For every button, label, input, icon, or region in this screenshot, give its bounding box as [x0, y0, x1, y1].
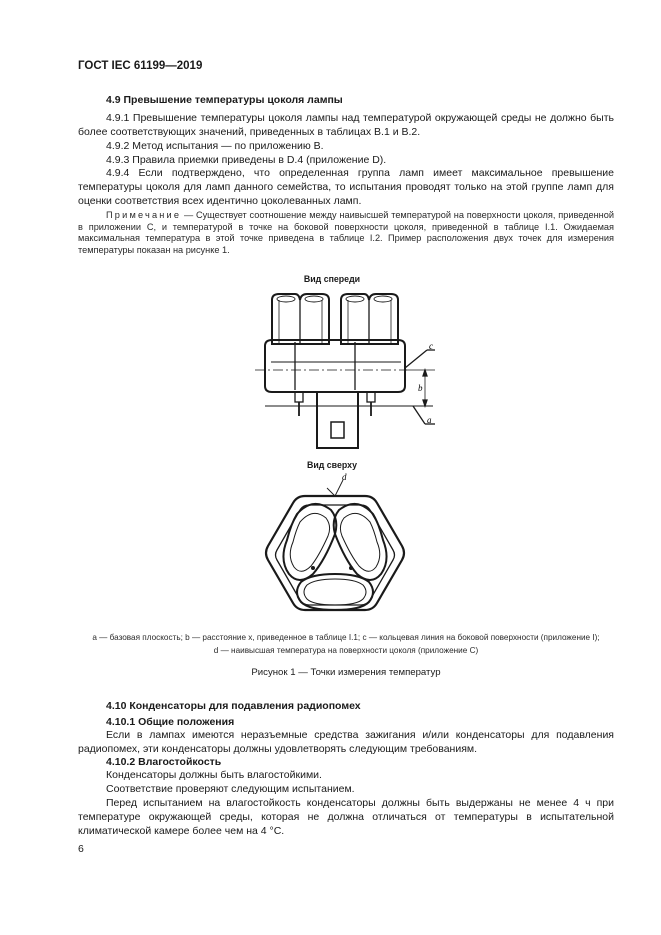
measurement-point-right	[349, 566, 353, 570]
note-text: — Существует соотношение между наивысшей температурой на поверхности цоколя, приведенной в приложении С, и температурой в точке на боковой поверхности цоколя, приведенной в таблице I.1. Ожидаемая максимальная температура в этой точке приведена в таблице I.2. Пример расположения двух точек для измерения температуры показан на рисунке 1.	[78, 210, 614, 255]
paragraph-4-10-2-c: Перед испытанием на влагостойкость конденсаторы должны быть выдержаны не менее 4 ч при температуре окружающей среды, которая не должна отличаться от температуры в испытательной климатической камере более чем на 4 °С.	[78, 797, 614, 837]
figure-legend	[70, 631, 622, 657]
paragraph-4-9-1: 4.9.1 Превышение температуры цоколя лампы над температурой окружающей среды не должно быть более соответствующих значений, приведенных в таблицах В.1 и В.2.	[78, 112, 614, 138]
section-4-9-heading: 4.9 Превышение температуры цоколя лампы	[106, 94, 343, 106]
dim-label-a: a	[427, 415, 432, 425]
paragraph-4-10-2-b: Соответствие проверяют следующим испытанием.	[106, 783, 355, 795]
document-header: ГОСТ IEC 61199—2019	[78, 60, 203, 72]
paragraph-4-9-4: 4.9.4 Если подтверждено, что определенная группа ламп имеет максимальное превышение температуры цоколя для ламп данного семейства, то испытания проводят только на этой группе ламп для оценки соответствия всех идентично цоколеванных ламп.	[78, 167, 614, 207]
figure-legend-line-1: a — базовая плоскость; b — расстояние x, приведенное в таблице I.1; c — кольцевая линия на боковой поверхности (приложение I);	[92, 633, 600, 642]
section-4-10-heading: 4.10 Конденсаторы для подавления радиопомех	[106, 700, 361, 712]
paragraph-4-9-3: 4.9.3 Правила приемки приведены в D.4 (приложение D).	[106, 154, 387, 166]
front-view-label: Вид спереди	[303, 274, 361, 284]
front-view-drawing	[225, 288, 450, 456]
paragraph-4-9-2: 4.9.2 Метод испытания — по приложению В.	[106, 140, 324, 152]
paragraph-4-10-1: Если в лампах имеются неразъемные средства зажигания и/или конденсаторы для подавления радиопомех, эти конденсаторы должны удовлетворять следующим требованиям.	[78, 729, 614, 755]
note-block	[78, 210, 614, 256]
dim-label-d: d	[342, 472, 347, 482]
figure-caption: Рисунок 1 — Точки измерения температур	[251, 667, 441, 678]
paragraph-4-10-2-a: Конденсаторы должны быть влагостойкими.	[106, 769, 322, 781]
dim-label-b: b	[418, 383, 423, 393]
measurement-point-left	[311, 566, 315, 570]
section-4-10-1-heading: 4.10.1 Общие положения	[106, 716, 235, 728]
figure-legend-line-2: d — наивысшая температура на поверхности цоколя (приложение С)	[213, 646, 479, 655]
page-number: 6	[78, 843, 84, 855]
top-view-drawing	[255, 470, 415, 618]
note-label: Примечание	[106, 210, 182, 220]
section-4-10-2-heading: 4.10.2 Влагостойкость	[106, 756, 222, 768]
top-view-label: Вид сверху	[306, 460, 357, 470]
dim-label-c: c	[429, 341, 433, 351]
